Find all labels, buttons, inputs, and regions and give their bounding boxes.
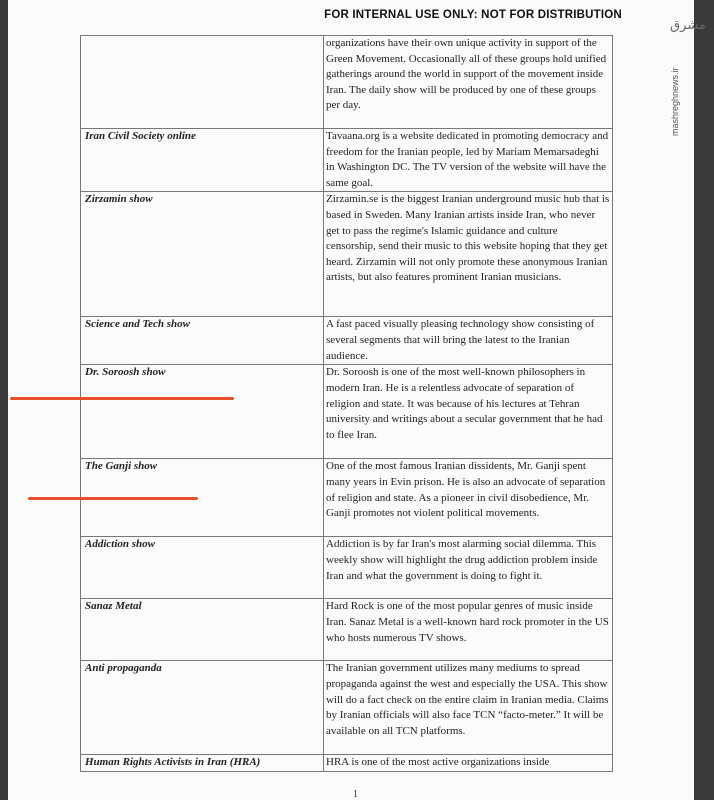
document-page xyxy=(8,0,706,800)
program-description: One of the most famous Iranian dissidents, Mr. Ganji spent many years in Evin prison. He is also an advocate of separation of religion and state. As a pioneer in civil disobedience, Mr. Ganji promotes not violent political movements. xyxy=(324,459,613,537)
program-description: Hard Rock is one of the most popular genres of music inside Iran. Sanaz Metal is a well-known hard rock promoter in the US who hosts numerous TV shows. xyxy=(324,599,613,661)
program-name: Dr. Soroosh show xyxy=(81,365,324,459)
program-description: Zirzamin.se is the biggest Iranian underground music hub that is based in Sweden. Many Iranian artists inside Iran, who never get to pass the regime's Islamic guidance and culture censorship, send their music to this website hoping that they get heard. Zirzamin will not only promote these anonymous Iranian artists, but also features prominent Iranian musicians. xyxy=(324,192,613,317)
watermark-logo: مشرق xyxy=(670,18,706,33)
table-row xyxy=(81,661,613,755)
program-description: Addiction is by far Iran's most alarming social dilemma. This weekly show will highlight the drug addiction problem inside Iran and what the government is doing to fight it. xyxy=(324,537,613,599)
annotation-underline-ganji xyxy=(28,497,198,500)
program-name: Sanaz Metal xyxy=(81,599,324,661)
watermark: mashreghnews.ir xyxy=(670,67,680,137)
table-row xyxy=(81,317,613,365)
table-row xyxy=(81,599,613,661)
program-name: Addiction show xyxy=(81,537,324,599)
program-description: The Iranian government utilizes many mediums to spread propaganda against the west and especially the USA. This show will do a fact check on the entire claim in Iranian media. Claims by Iranian officials will also face TCN “facto-meter.” It will be available on all TCN platforms. xyxy=(324,661,613,755)
program-name: Anti propaganda xyxy=(81,661,324,755)
program-description: HRA is one of the most active organizations inside xyxy=(324,755,613,772)
table-row xyxy=(81,192,613,317)
table-row xyxy=(81,36,613,129)
confidentiality-header: FOR INTERNAL USE ONLY: NOT FOR DISTRIBUTION xyxy=(324,9,622,21)
programs-table xyxy=(80,35,613,772)
program-description: Dr. Soroosh is one of the most well-known philosophers in modern Iran. He is a relentless advocate of separation of religion and state. It was because of his lectures at Tehran university and writings about a secular government that he had to flee Iran. xyxy=(324,365,613,459)
program-description: Tavaana.org is a website dedicated in promoting democracy and freedom for the Iranian people, led by Mariam Memarsadeghi in Washington DC. The TV version of the website will have the same goal. xyxy=(324,129,613,192)
program-name: Human Rights Activists in Iran (HRA) xyxy=(81,755,324,772)
program-description: organizations have their own unique activity in support of the Green Movement. Occasionally all of these groups hold unified gatherings around the world in support of the movement inside Iran. The daily show will be produced by one of these groups per day. xyxy=(324,36,613,129)
table-row xyxy=(81,129,613,192)
program-name xyxy=(81,36,324,129)
table-row xyxy=(81,365,613,459)
table-row xyxy=(81,755,613,772)
program-description: A fast paced visually pleasing technology show consisting of several segments that will bring the latest to the Iranian audience. xyxy=(324,317,613,365)
program-name: Science and Tech show xyxy=(81,317,324,365)
program-name: Zirzamin show xyxy=(81,192,324,317)
table-row xyxy=(81,537,613,599)
program-name: Iran Civil Society online xyxy=(81,129,324,192)
annotation-underline-soroosh xyxy=(10,397,234,400)
program-name: The Ganji show xyxy=(81,459,324,537)
page-number: 1 xyxy=(353,789,358,800)
